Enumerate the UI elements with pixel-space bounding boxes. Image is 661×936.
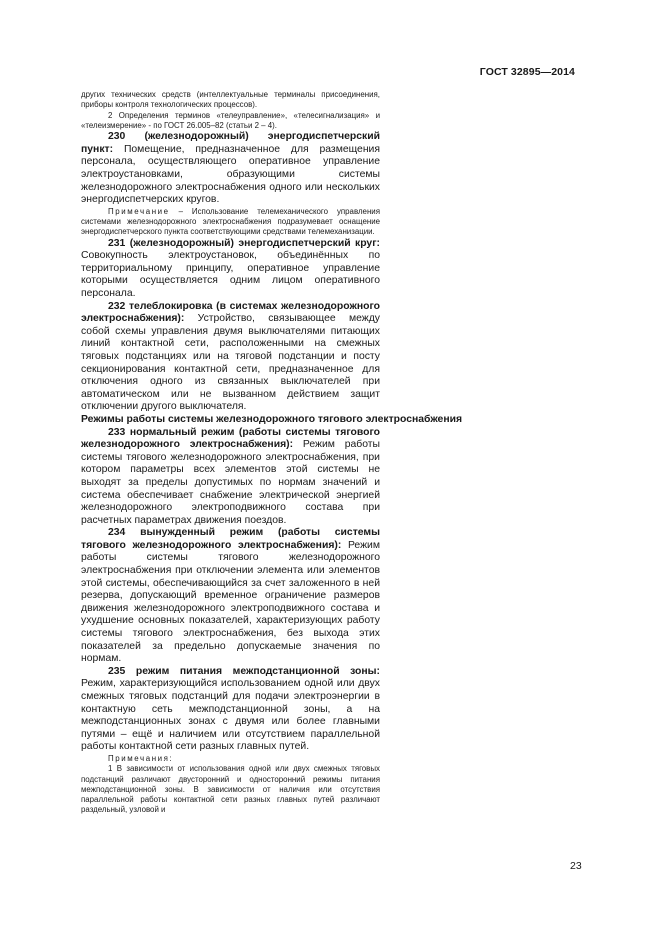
page-body [81, 90, 463, 816]
term-230-definition: Помещение, предназначенное для размещения персонала, осуществляющего оперативное управление электроустановками, образующими системы железнодорожного электроснабжения одного или нескольких энергодиспетчерских кругов. [81, 143, 380, 206]
term-233 [81, 427, 380, 528]
section-heading: Режимы работы системы железнодорожного тягового электроснабжения [81, 413, 463, 425]
term-231-definition: Совокупность электроустановок, объединённых по территориальному принципу, оперативное управление которыми осуществляется одним лицом оперативного персонала. [81, 250, 380, 300]
notes-label-text: Примечания: [108, 753, 174, 763]
term-234-definition: Режим работы системы тягового железнодорожного электроснабжения при отключении элемента или элементов этой системы, обеспечивающийся за счет заложенного в ней резерва, допускающий временное ограничение размеров движения железнодорожного электроподвижного состава и ухудшение основных показателей, характеризующих работу системы тягового электроснабжения, без выхода этих показателей за предельно допускаемые значения по нормам. [81, 539, 380, 665]
term-231 [81, 238, 380, 301]
document-code-header: ГОСТ 32895—2014 [479, 66, 575, 78]
term-232-definition: Устройство, связывающее между собой схемы управления двумя выключателями питающих линий контактной сети, расположенными на смежных тяговых подстанциях или на тяговой подстанции и посту секционирования контактной сети, предназначенное для отключения одного из связанных выключателей при автоматическом или не вызванном действием защит отключении другого выключателя. [81, 313, 380, 413]
note-230 [81, 207, 380, 238]
note-230-text: – Использование телемеханического управления системами железнодорожного электроснабжения подразумевает оснащение энергодиспетчерского пункта соответствующими средствами телемеханизации. [81, 206, 380, 237]
note-235-1: 1 В зависимости от использования одной или двух смежных тяговых подстанций различают двусторонний и односторонний режимы питания межподстанционной зоны. В зависимости от наличия или отсутствия параллельной работы контактной сети разных главных путей различают раздельный, узловой и [81, 764, 380, 815]
notes-label [81, 754, 380, 764]
note-2: 2 Определения терминов «телеуправление», «телесигнализация» и «телеизмерение» - по ГОСТ 26.005–82 (статьи 2 – 4). [81, 110, 380, 130]
term-233-title: 233 нормальный режим (работы системы тягового железнодорожного электроснабжения): [81, 426, 380, 451]
term-234 [81, 527, 380, 666]
term-232 [81, 301, 380, 414]
term-231-title: 231 (железнодорожный) энергодиспетчерский круг: [108, 237, 380, 249]
note-230-label: Примечание [108, 206, 170, 216]
term-235 [81, 666, 380, 754]
term-234-title: 234 вынужденный режим (работы системы тягового железнодорожного электроснабжения): [81, 527, 380, 551]
term-235-definition: Режим, характеризующийся использованием одной или двух смежных тяговых подстанций для подачи электроэнергии в контактную сеть межподстанционной зоны, а на межподстанционных зонах с двумя или более главными путями – ещё и наличием или отсутствием параллельной работы контактной сети разных главных путей. [81, 678, 380, 753]
page-number: 23 [570, 860, 582, 872]
term-233-definition: Режим работы системы тягового железнодорожного электроснабжения, при котором параметры всех элементов этой системы не выходят за пределы допустимых по нормам значений и система обеспечивает снабжение электрической энергией железнодорожного электроподвижного состава при расчетных параметрах движения поездов. [81, 439, 381, 526]
note-continuation: других технических средств (интеллектуальные терминалы присоединения, приборы контроля технологических процессов). [81, 90, 380, 110]
term-235-title: 235 режим питания межподстанционной зоны: [108, 665, 380, 677]
term-230 [81, 131, 380, 207]
term-232-title: 232 телеблокировка (в системах железнодорожного электроснабжения): [81, 300, 380, 325]
term-230-title: 230 (железнодорожный) энергодиспетчерский пункт: [81, 131, 380, 155]
